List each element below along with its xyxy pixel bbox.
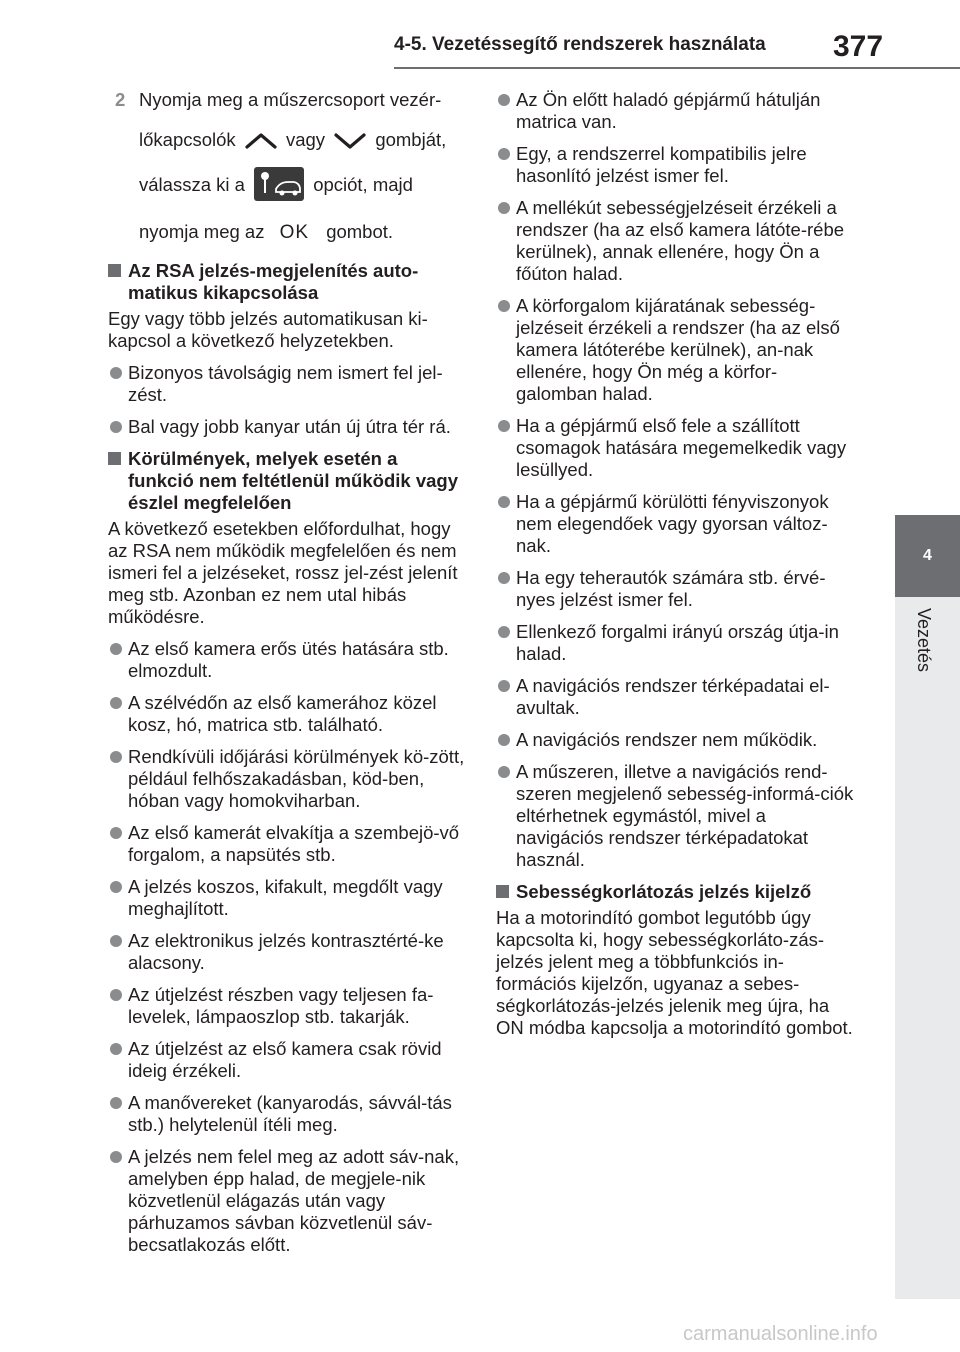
bullet-dot-icon xyxy=(110,1097,122,1109)
bullet-dot-icon xyxy=(110,989,122,1001)
chevron-up-icon xyxy=(241,131,281,151)
bullet-dot-icon xyxy=(498,734,510,746)
step-text: vagy xyxy=(285,129,326,150)
list-item: A körforgalom kijáratának sebesség-jelzéseit érzékeli a rendszer (ha az első kamera látóterébe kerülnek), an-nak ellenére, hogy Ön még a körfor-galomban halad. xyxy=(496,295,858,405)
bullet-dot-icon xyxy=(110,697,122,709)
bullet-dot-icon xyxy=(498,202,510,214)
bullet-dot-icon xyxy=(498,420,510,432)
chevron-down-icon xyxy=(330,131,370,151)
list-item: Az útjelzést az első kamera csak rövid ideig érzékeli. xyxy=(108,1038,468,1082)
chapter-tab[interactable] xyxy=(895,515,960,597)
step-2 xyxy=(108,89,468,244)
list-item: Bizonyos távolságig nem ismert fel jel-zést. xyxy=(108,362,468,406)
ok-button-icon: OK xyxy=(279,222,310,244)
heading-text: Sebességkorlátozás jelzés kijelző xyxy=(516,881,812,902)
list-item: A szélvédőn az első kamerához közel kosz, hó, matrica stb. található. xyxy=(108,692,468,736)
list-item: A manővereket (kanyarodás, sávvál-tás stb.) helytelenül ítéli meg. xyxy=(108,1092,468,1136)
bullet-dot-icon xyxy=(498,300,510,312)
list-item: Rendkívüli időjárási körülmények kö-zött, például felhőszakadásban, köd-ben, hóban vagy homokviharban. xyxy=(108,746,468,812)
section-heading xyxy=(496,881,858,903)
list-item: Az elektronikus jelzés kontrasztérté-ke alacsony. xyxy=(108,930,468,974)
list-item: A jelzés koszos, kifakult, megdőlt vagy meghajlított. xyxy=(108,876,468,920)
bullet-dot-icon xyxy=(498,148,510,160)
section-heading xyxy=(108,448,468,514)
bullet-dot-icon xyxy=(110,367,122,379)
step-number: 2 xyxy=(115,89,126,110)
left-column xyxy=(108,89,468,1266)
list-item: Az első kamera erős ütés hatására stb. elmozdult. xyxy=(108,638,468,682)
heading-text: Az RSA jelzés-megjelenítés auto-matikus kikapcsolása xyxy=(128,260,419,304)
list-item: A navigációs rendszer térképadatai el-avultak. xyxy=(496,675,858,719)
heading-text: Körülmények, melyek esetén a funkció nem feltétlenül működik vagy észlel megfelelően xyxy=(128,448,458,514)
bullet-dot-icon xyxy=(110,1151,122,1163)
paragraph: Egy vagy több jelzés automatikusan ki-kapcsol a következő helyzetekben. xyxy=(108,308,428,352)
bullet-dot-icon xyxy=(498,94,510,106)
page-number: 377 xyxy=(833,30,884,63)
bullet-dot-icon xyxy=(110,881,122,893)
paragraph: Ha a motorindító gombot legutóbb úgy kapcsolta ki, hogy sebességkorláto-zás-jelzés jelent meg a többfunkciós in-formációs kijelzőn, ugyanaz a sebes-ségkorlátozás-jelzés jelenik meg újra, ha ON módba kapcsolja a motorindító gombot. xyxy=(496,907,853,1038)
bullet-dot-icon xyxy=(110,643,122,655)
list-item: Egy, a rendszerrel kompatibilis jelre hasonlító jelzést ismer fel. xyxy=(496,143,858,187)
list-item: A mellékút sebességjelzéseit érzékeli a rendszer (ha az első kamera látóte-rébe kerülnek), annak ellenére, hogy Ön a főúton halad. xyxy=(496,197,858,285)
step-text: gombját, xyxy=(375,129,447,150)
step-text: nyomja meg az xyxy=(139,221,265,243)
chapter-number: 4 xyxy=(923,547,932,564)
list-item: Az első kamerát elvakítja a szembejö-vő forgalom, a napsütés stb. xyxy=(108,822,468,866)
bullet-dot-icon xyxy=(498,496,510,508)
square-bullet-icon xyxy=(496,885,509,898)
road-sign-assist-icon xyxy=(254,167,304,201)
step-text: opciót, majd xyxy=(313,174,413,195)
bullet-dot-icon xyxy=(498,572,510,584)
step-line-1 xyxy=(139,89,468,111)
bullet-dot-icon xyxy=(110,1043,122,1055)
square-bullet-icon xyxy=(108,452,121,465)
step-text: gombot. xyxy=(326,221,394,243)
step-text: Nyomja meg a műszercsoport vezér- xyxy=(139,89,442,110)
list-item: Ha a gépjármű körülötti fényviszonyok nem elegendőek vagy gyorsan változ-nak. xyxy=(496,491,858,557)
list-item: A műszeren, illetve a navigációs rend-szeren megjelenő sebesség-informá-ciók eltérhetnek egymástól, mivel a navigációs rendszer térképadatokat használ. xyxy=(496,761,858,871)
square-bullet-icon xyxy=(108,264,121,277)
bullet-dot-icon xyxy=(110,751,122,763)
list-item: Ha egy teherautók számára stb. érvé-nyes jelzést ismer fel. xyxy=(496,567,858,611)
right-column xyxy=(496,89,858,1049)
paragraph: A következő esetekben előfordulhat, hogy az RSA nem működik megfelelően és nem ismeri fel a jelzéseket, rossz jel-zést jelenít meg stb. Azonban ez nem utal hibás működésre. xyxy=(108,518,458,628)
chapter-strip xyxy=(895,597,960,1299)
list-item: Ellenkező forgalmi irányú ország útja-in halad. xyxy=(496,621,858,665)
bullet-dot-icon xyxy=(110,827,122,839)
list-item: Az Ön előtt haladó gépjármű hátulján matrica van. xyxy=(496,89,858,133)
bullet-dot-icon xyxy=(110,935,122,947)
section-heading xyxy=(108,260,468,304)
bullet-dot-icon xyxy=(498,766,510,778)
header-divider xyxy=(394,67,960,69)
bullet-dot-icon xyxy=(498,626,510,638)
list-item: A navigációs rendszer nem működik. xyxy=(496,729,858,751)
step-text: válassza ki a xyxy=(139,174,245,195)
step-text: lőkapcsolók xyxy=(139,129,236,150)
bullet-dot-icon xyxy=(498,680,510,692)
chapter-label: Vezetés xyxy=(914,608,934,673)
section-title: 4-5. Vezetéssegítő rendszerek használata xyxy=(394,34,766,55)
list-item: Ha a gépjármű első fele a szállított csomagok hatására megemelkedik vagy lesüllyed. xyxy=(496,415,858,481)
bullet-dot-icon xyxy=(110,421,122,433)
watermark-text: carmanualsonline.info xyxy=(683,1323,878,1345)
list-item: Az útjelzést részben vagy teljesen fa-levelek, lámpaoszlop stb. takarják. xyxy=(108,984,468,1028)
list-item: A jelzés nem felel meg az adott sáv-nak, amelyben épp halad, de megjele-nik közvetlenül elágazás után vagy párhuzamos sávban közvetlenül sáv-becsatlakozás előtt. xyxy=(108,1146,468,1256)
list-item: Bal vagy jobb kanyar után új útra tér rá. xyxy=(108,416,468,438)
step-line-3 xyxy=(139,169,468,203)
step-line-4 xyxy=(139,221,468,244)
step-line-2 xyxy=(139,129,468,151)
